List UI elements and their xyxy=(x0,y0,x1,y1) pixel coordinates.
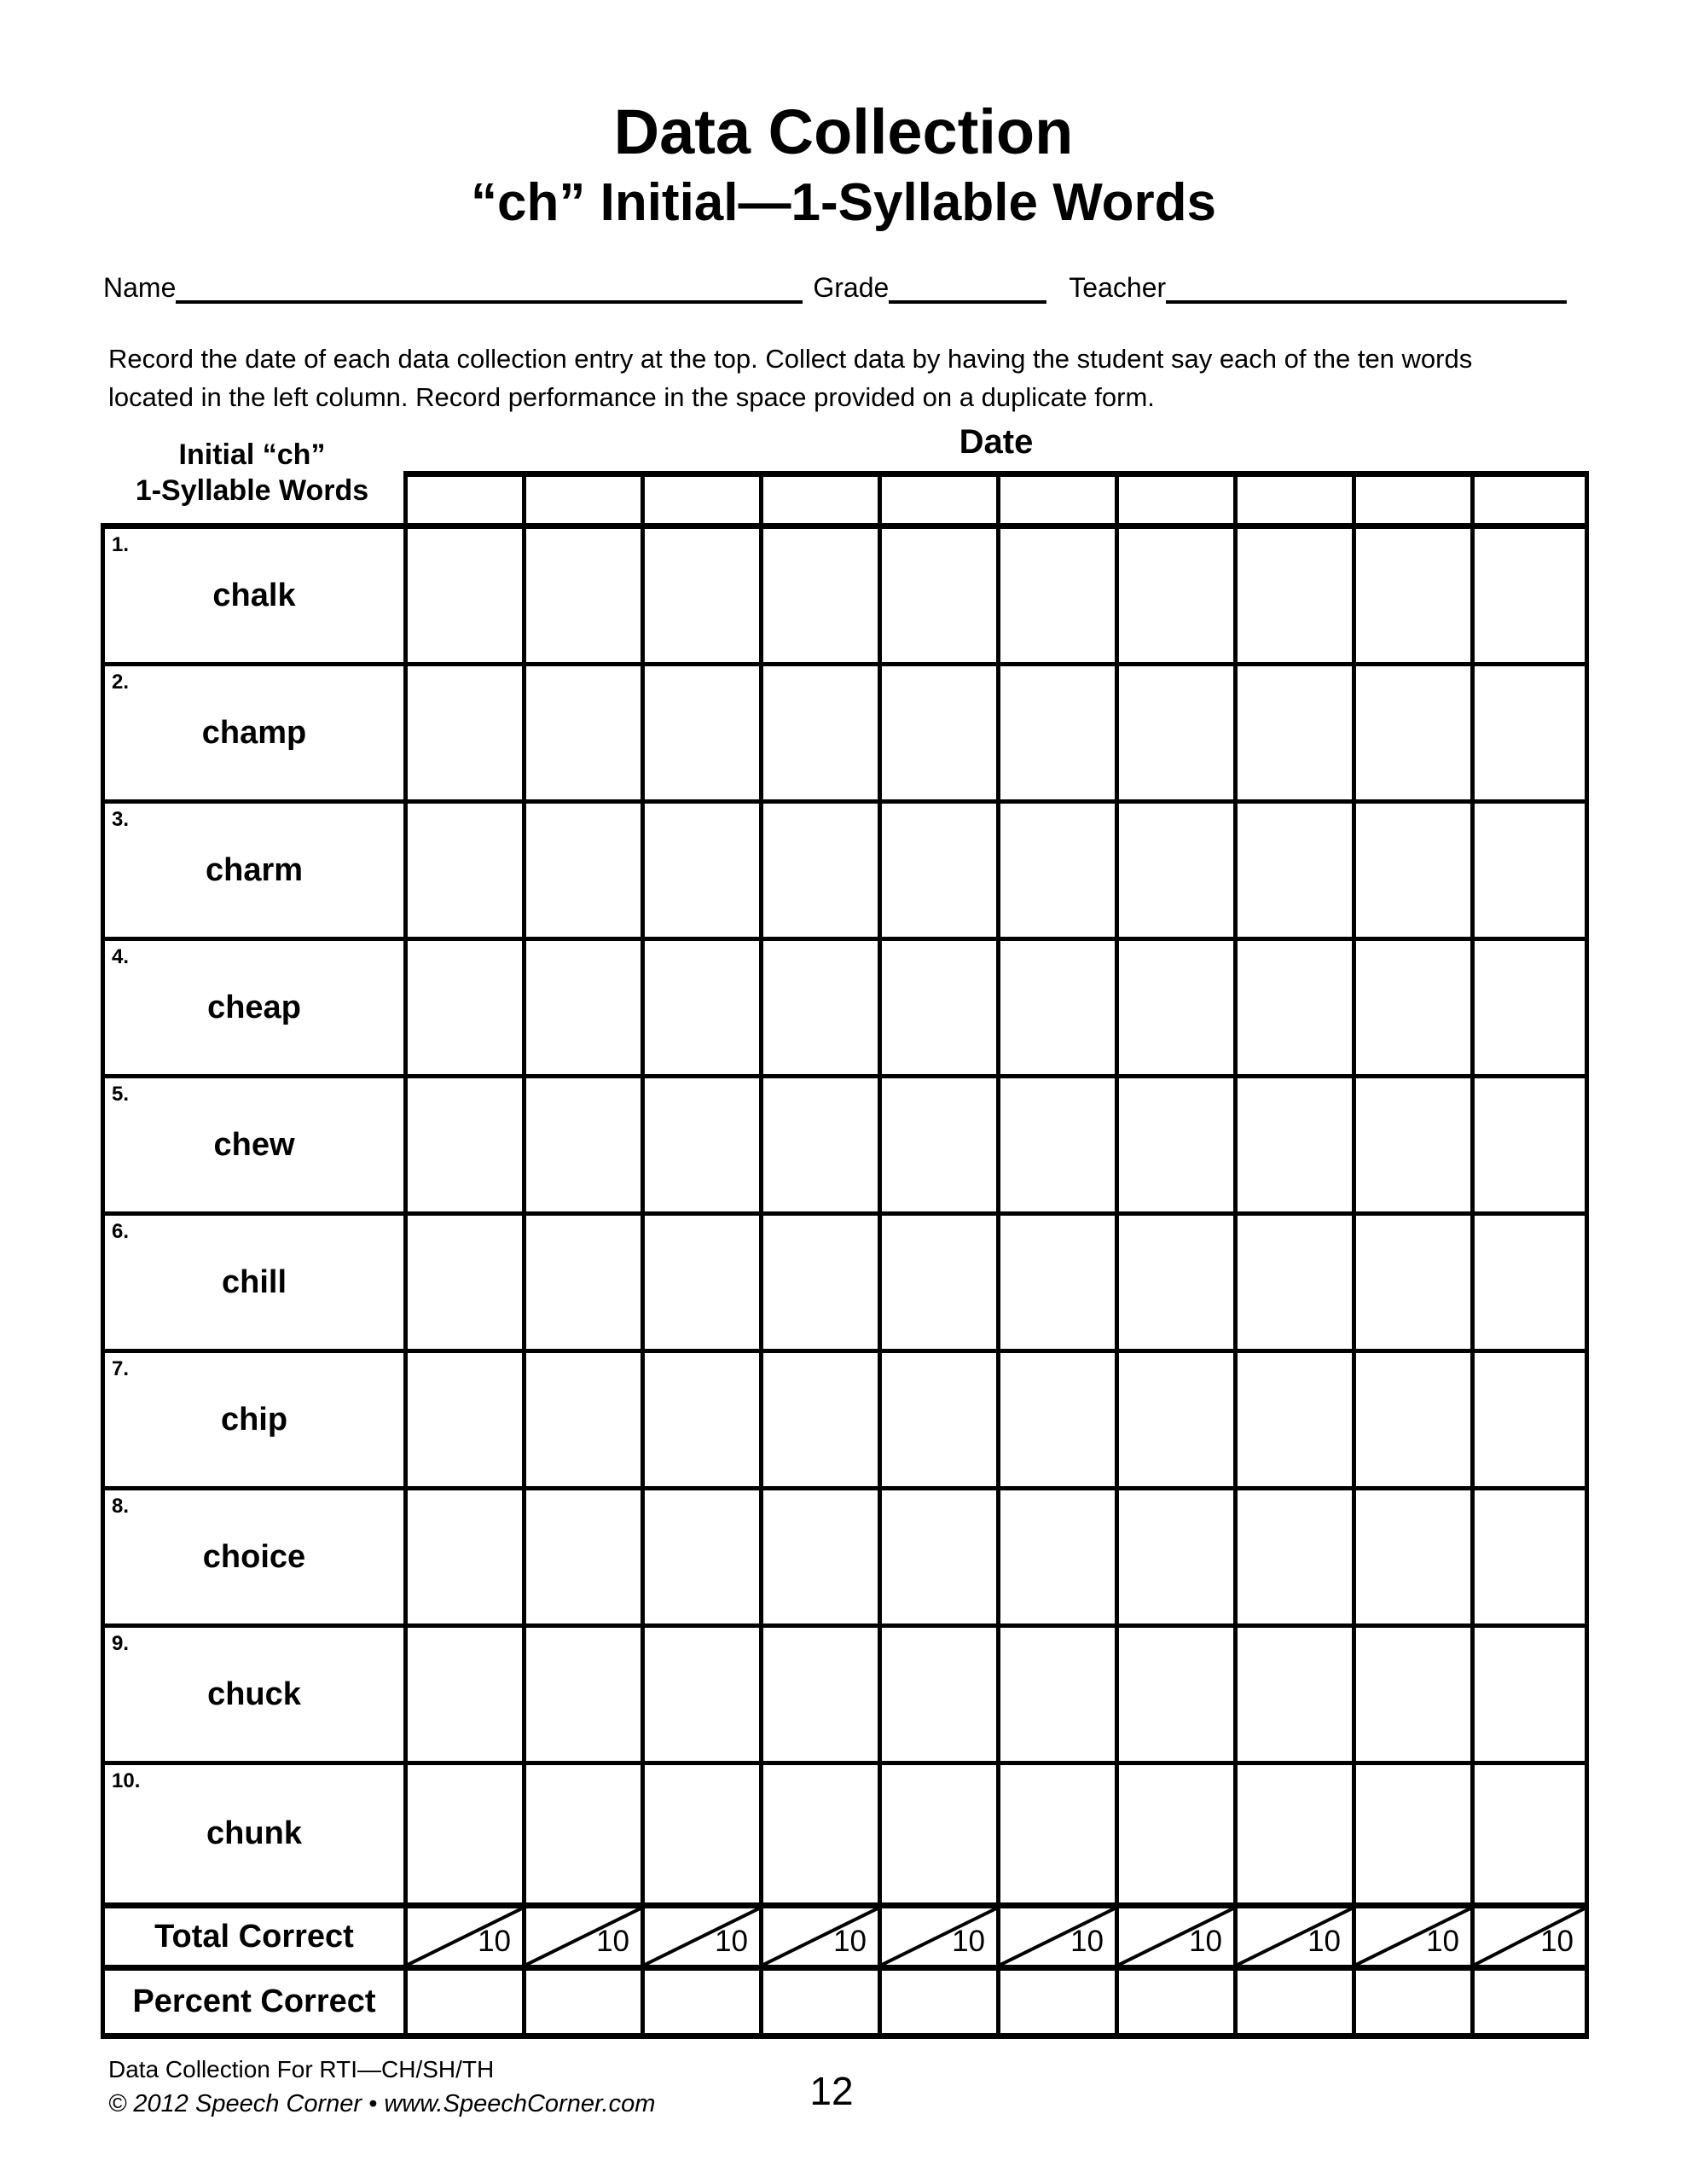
word-row xyxy=(101,804,1589,941)
score-cell[interactable] xyxy=(641,666,759,799)
grade-blank-line[interactable] xyxy=(889,270,1046,304)
score-cell[interactable] xyxy=(1470,529,1589,662)
word-number: 5. xyxy=(112,1083,130,1106)
instructions-line-2: located in the left column. Record performance in the space provided on a duplicate form. xyxy=(108,382,1155,412)
score-cell[interactable] xyxy=(403,941,522,1074)
word-label: chunk xyxy=(206,1815,302,1851)
total-correct-cell[interactable] xyxy=(1233,1908,1352,1965)
score-cell[interactable] xyxy=(641,1490,759,1623)
score-cell[interactable] xyxy=(522,941,641,1074)
score-cell[interactable] xyxy=(878,1353,996,1486)
percent-correct-cell[interactable] xyxy=(641,1971,759,2033)
score-cell[interactable] xyxy=(996,1490,1115,1623)
score-cell[interactable] xyxy=(522,1490,641,1623)
total-denominator: 10 xyxy=(1189,1925,1222,1958)
score-cell[interactable] xyxy=(1352,804,1470,937)
score-cell[interactable] xyxy=(1233,1216,1352,1349)
footer-series-title: Data Collection For RTI—CH/SH/TH xyxy=(108,2056,495,2082)
score-cell[interactable] xyxy=(878,1216,996,1349)
score-cell[interactable] xyxy=(522,1078,641,1211)
score-cell[interactable] xyxy=(996,1765,1115,1902)
score-cell[interactable] xyxy=(996,1353,1115,1486)
total-denominator: 10 xyxy=(1070,1925,1104,1958)
score-cell[interactable] xyxy=(1233,1628,1352,1761)
score-cell[interactable] xyxy=(403,1765,522,1902)
score-cell[interactable] xyxy=(522,1628,641,1761)
word-row xyxy=(101,1628,1589,1765)
word-cell xyxy=(101,1353,403,1486)
score-cell[interactable] xyxy=(996,529,1115,662)
score-cell[interactable] xyxy=(403,1353,522,1486)
score-cell[interactable] xyxy=(1352,1078,1470,1211)
total-correct-label: Total Correct xyxy=(101,1908,403,1965)
name-label: Name xyxy=(103,272,177,303)
score-cell[interactable] xyxy=(1352,1765,1470,1902)
score-cell[interactable] xyxy=(1470,941,1589,1074)
score-cell[interactable] xyxy=(522,804,641,937)
score-cell[interactable] xyxy=(1352,941,1470,1074)
score-cell[interactable] xyxy=(878,941,996,1074)
score-cell[interactable] xyxy=(1115,529,1233,662)
date-cell[interactable] xyxy=(403,471,522,523)
score-cell[interactable] xyxy=(878,529,996,662)
total-denominator: 10 xyxy=(478,1925,511,1958)
date-cell[interactable] xyxy=(1470,471,1589,523)
date-cell[interactable] xyxy=(1352,471,1470,523)
score-cell[interactable] xyxy=(1115,941,1233,1074)
word-label: champ xyxy=(201,714,307,751)
score-cell[interactable] xyxy=(878,1628,996,1761)
date-cell[interactable] xyxy=(1233,471,1352,523)
score-cell[interactable] xyxy=(1233,529,1352,662)
percent-correct-cell[interactable] xyxy=(759,1971,878,2033)
score-cell[interactable] xyxy=(996,804,1115,937)
total-correct-cell[interactable] xyxy=(759,1908,878,1965)
score-cell[interactable] xyxy=(1470,666,1589,799)
score-cell[interactable] xyxy=(1233,666,1352,799)
score-cell[interactable] xyxy=(1352,1216,1470,1349)
total-correct-cell[interactable] xyxy=(403,1908,522,1965)
score-cell[interactable] xyxy=(1233,1765,1352,1902)
percent-correct-cell[interactable] xyxy=(1115,1971,1233,2033)
date-cell[interactable] xyxy=(522,471,641,523)
score-cell[interactable] xyxy=(996,666,1115,799)
score-cell[interactable] xyxy=(522,666,641,799)
page-subtitle: “ch” Initial—1-Syllable Words xyxy=(471,173,1216,232)
word-cell xyxy=(101,1765,403,1902)
score-cell[interactable] xyxy=(996,1216,1115,1349)
total-correct-row xyxy=(101,1902,1589,1971)
footer-copyright: © 2012 Speech Corner • www.SpeechCorner.com xyxy=(108,2090,656,2117)
data-collection-table xyxy=(101,471,1589,2039)
score-cell[interactable] xyxy=(641,1628,759,1761)
total-correct-cell[interactable] xyxy=(878,1908,996,1965)
score-cell[interactable] xyxy=(878,804,996,937)
word-row xyxy=(101,1353,1589,1490)
percent-correct-cell[interactable] xyxy=(878,1971,996,2033)
total-correct-cell[interactable] xyxy=(1352,1908,1470,1965)
score-cell[interactable] xyxy=(403,1078,522,1211)
date-cell[interactable] xyxy=(1115,471,1233,523)
word-row xyxy=(101,1490,1589,1628)
word-column-header-line-2: 1-Syllable Words xyxy=(135,474,369,507)
date-cell[interactable] xyxy=(759,471,878,523)
word-cell xyxy=(101,804,403,937)
total-correct-cell[interactable] xyxy=(1115,1908,1233,1965)
percent-correct-label: Percent Correct xyxy=(101,1971,403,2033)
date-cell[interactable] xyxy=(996,471,1115,523)
page-number: 12 xyxy=(809,2069,854,2113)
score-cell[interactable] xyxy=(1470,1078,1589,1211)
score-cell[interactable] xyxy=(878,666,996,799)
score-cell[interactable] xyxy=(641,941,759,1074)
instructions xyxy=(108,340,1592,416)
total-denominator: 10 xyxy=(715,1925,748,1958)
score-cell[interactable] xyxy=(1470,1765,1589,1902)
word-number: 10. xyxy=(112,1769,141,1792)
score-cell[interactable] xyxy=(759,941,878,1074)
word-number: 3. xyxy=(112,808,130,831)
total-correct-cell[interactable] xyxy=(522,1908,641,1965)
word-cell xyxy=(101,1216,403,1349)
instructions-line-1: Record the date of each data collection entry at the top. Collect data by having the student say each of the ten words xyxy=(108,344,1473,374)
total-denominator: 10 xyxy=(1426,1925,1459,1958)
score-cell[interactable] xyxy=(759,1353,878,1486)
score-cell[interactable] xyxy=(1233,941,1352,1074)
score-cell[interactable] xyxy=(878,1490,996,1623)
word-column-header xyxy=(101,437,403,508)
score-cell[interactable] xyxy=(522,1216,641,1349)
score-cell[interactable] xyxy=(759,1765,878,1902)
score-cell[interactable] xyxy=(1470,1353,1589,1486)
word-label: charm xyxy=(205,851,304,888)
teacher-blank-line[interactable] xyxy=(1166,270,1567,304)
score-cell[interactable] xyxy=(759,1628,878,1761)
name-blank-line[interactable] xyxy=(176,270,803,304)
total-denominator: 10 xyxy=(1307,1925,1341,1958)
date-column-group-label: Date xyxy=(959,423,1034,461)
total-denominator: 10 xyxy=(596,1925,629,1958)
score-cell[interactable] xyxy=(403,1628,522,1761)
page-title: Data Collection xyxy=(613,96,1074,167)
word-row xyxy=(101,1216,1589,1353)
score-cell[interactable] xyxy=(759,1490,878,1623)
score-cell[interactable] xyxy=(759,529,878,662)
score-cell[interactable] xyxy=(1470,1628,1589,1761)
score-cell[interactable] xyxy=(878,1765,996,1902)
word-label: chew xyxy=(213,1126,295,1163)
word-row xyxy=(101,941,1589,1078)
word-label: chuck xyxy=(207,1676,301,1712)
word-cell xyxy=(101,1490,403,1623)
score-cell[interactable] xyxy=(1352,666,1470,799)
score-cell[interactable] xyxy=(996,1628,1115,1761)
total-denominator: 10 xyxy=(952,1925,985,1958)
score-cell[interactable] xyxy=(759,804,878,937)
score-cell[interactable] xyxy=(1233,1078,1352,1211)
score-cell[interactable] xyxy=(522,1353,641,1486)
word-cell xyxy=(101,1628,403,1761)
score-cell[interactable] xyxy=(1115,1490,1233,1623)
word-row xyxy=(101,529,1589,666)
word-label: choice xyxy=(202,1538,306,1575)
percent-correct-cell[interactable] xyxy=(996,1971,1115,2033)
score-cell[interactable] xyxy=(1115,1078,1233,1211)
date-cell[interactable] xyxy=(641,471,759,523)
word-cell xyxy=(101,941,403,1074)
total-denominator: 10 xyxy=(833,1925,867,1958)
score-cell[interactable] xyxy=(1233,1353,1352,1486)
score-cell[interactable] xyxy=(1233,804,1352,937)
score-cell[interactable] xyxy=(1115,804,1233,937)
word-label: chalk xyxy=(212,577,296,613)
score-cell[interactable] xyxy=(1352,1490,1470,1623)
score-cell[interactable] xyxy=(1470,804,1589,937)
score-cell[interactable] xyxy=(996,1078,1115,1211)
score-cell[interactable] xyxy=(641,1078,759,1211)
score-cell[interactable] xyxy=(1233,1490,1352,1623)
word-column-header-line-1: Initial “ch” xyxy=(178,439,326,471)
score-cell[interactable] xyxy=(759,1216,878,1349)
word-number: 1. xyxy=(112,533,130,556)
score-cell[interactable] xyxy=(878,1078,996,1211)
date-cell[interactable] xyxy=(878,471,996,523)
score-cell[interactable] xyxy=(1352,529,1470,662)
grade-label: Grade xyxy=(813,272,890,303)
score-cell[interactable] xyxy=(1115,1765,1233,1902)
total-correct-cell[interactable] xyxy=(996,1908,1115,1965)
word-row xyxy=(101,666,1589,804)
score-cell[interactable] xyxy=(1115,1216,1233,1349)
percent-correct-cell[interactable] xyxy=(1470,1971,1589,2033)
score-cell[interactable] xyxy=(403,1216,522,1349)
word-number: 6. xyxy=(112,1220,130,1243)
teacher-label: Teacher xyxy=(1069,272,1167,303)
word-number: 7. xyxy=(112,1357,130,1380)
percent-correct-cell[interactable] xyxy=(1352,1971,1470,2033)
word-cell xyxy=(101,529,403,662)
student-info-row xyxy=(103,270,1567,304)
score-cell[interactable] xyxy=(1352,1353,1470,1486)
word-number: 8. xyxy=(112,1495,130,1518)
score-cell[interactable] xyxy=(1352,1628,1470,1761)
word-cell xyxy=(101,666,403,799)
word-label: chill xyxy=(221,1263,287,1300)
score-cell[interactable] xyxy=(759,1078,878,1211)
score-cell[interactable] xyxy=(403,666,522,799)
score-cell[interactable] xyxy=(1115,1628,1233,1761)
word-row xyxy=(101,1765,1589,1902)
word-cell xyxy=(101,1078,403,1211)
score-cell[interactable] xyxy=(522,1765,641,1902)
score-cell[interactable] xyxy=(641,804,759,937)
score-cell[interactable] xyxy=(403,804,522,937)
percent-correct-cell[interactable] xyxy=(522,1971,641,2033)
score-cell[interactable] xyxy=(641,1765,759,1902)
percent-correct-cell[interactable] xyxy=(1233,1971,1352,2033)
word-number: 9. xyxy=(112,1632,130,1655)
score-cell[interactable] xyxy=(1470,1216,1589,1349)
word-number: 4. xyxy=(112,945,130,968)
word-row xyxy=(101,1078,1589,1216)
score-cell[interactable] xyxy=(1470,1490,1589,1623)
word-number: 2. xyxy=(112,671,130,694)
word-label: chip xyxy=(220,1401,288,1438)
total-denominator: 10 xyxy=(1540,1925,1574,1958)
total-correct-cell[interactable] xyxy=(1470,1908,1589,1965)
score-cell[interactable] xyxy=(996,941,1115,1074)
score-cell[interactable] xyxy=(522,529,641,662)
score-cell[interactable] xyxy=(641,1353,759,1486)
percent-correct-row xyxy=(101,1971,1589,2039)
score-cell[interactable] xyxy=(1115,666,1233,799)
score-cell[interactable] xyxy=(759,666,878,799)
score-cell[interactable] xyxy=(1115,1353,1233,1486)
percent-correct-cell[interactable] xyxy=(403,1971,522,2033)
score-cell[interactable] xyxy=(641,529,759,662)
score-cell[interactable] xyxy=(641,1216,759,1349)
word-label: cheap xyxy=(207,989,301,1025)
score-cell[interactable] xyxy=(403,1490,522,1623)
score-cell[interactable] xyxy=(403,529,522,662)
total-correct-cell[interactable] xyxy=(641,1908,759,1965)
